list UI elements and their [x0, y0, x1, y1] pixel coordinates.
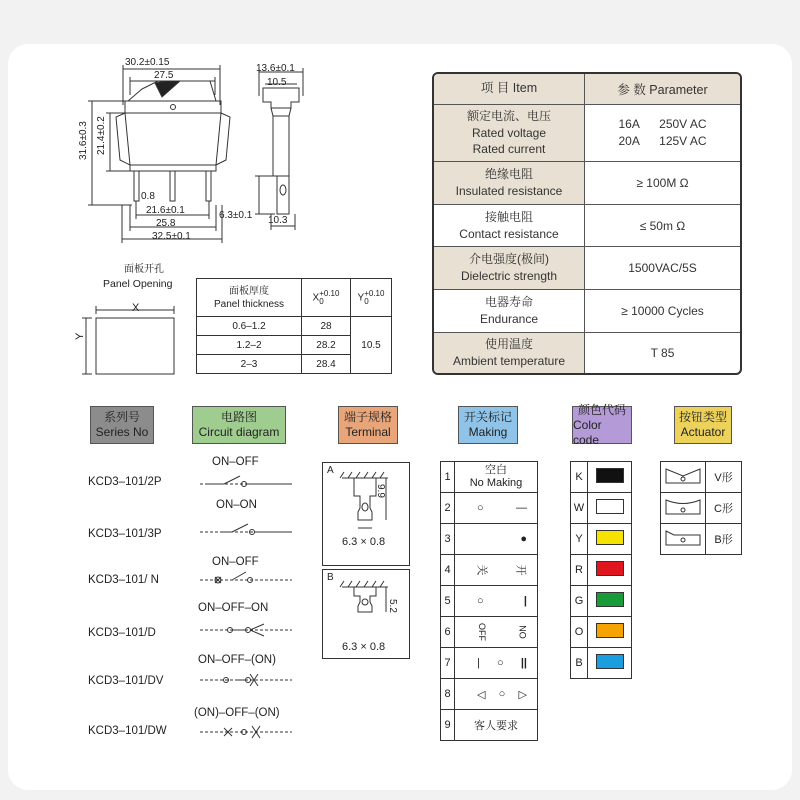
making-tag-cn: 开关标记: [463, 410, 512, 424]
terminal-b-height: 5.2: [387, 599, 398, 613]
circuit-label: (ON)–OFF–(ON): [194, 707, 280, 719]
color-swatch: [596, 592, 624, 607]
panel-thickness-header-cn: 面板厚度: [229, 285, 269, 297]
making-number: 4: [441, 555, 455, 586]
making-number: 6: [441, 617, 455, 648]
color-code-table: [570, 461, 632, 679]
terminal-drawings: [322, 462, 408, 657]
actuator-tag-en: Actuator: [680, 425, 726, 439]
panel-x-label: X: [132, 302, 140, 314]
circuit-label: ON–OFF–(ON): [198, 654, 276, 666]
panel-thickness-table: [196, 278, 392, 374]
panel-x-cell: 28.2: [302, 336, 351, 355]
making-row: [441, 617, 538, 648]
x-tol-zero: 0: [319, 296, 324, 306]
color-code-letter: B: [571, 648, 588, 679]
spec-value: 20A 125V AC: [618, 134, 707, 148]
color-code-letter: O: [571, 617, 588, 648]
spec-value: 16A 250V AC: [618, 116, 707, 131]
color-row: [571, 555, 632, 586]
color-row: [571, 617, 632, 648]
color-code-letter: W: [571, 493, 588, 524]
color-row: [571, 586, 632, 617]
circuit-tag-cn: 电路图: [220, 410, 257, 424]
x-tol-plus: +0.10: [319, 288, 340, 298]
making-mark-left: |: [477, 657, 480, 669]
terminal-b-label: B: [327, 572, 334, 583]
spec-name-en: Rated current: [472, 142, 546, 157]
color-swatch: [596, 561, 624, 576]
making-mark-right: ●: [520, 533, 527, 545]
making-mark-mid: ○: [498, 687, 506, 700]
terminal-tag: [338, 406, 398, 444]
series-code: KCD3–101/2P: [88, 476, 162, 488]
panel-opening-title-en: Panel Opening: [103, 278, 173, 290]
spec-name-cn: 使用温度: [484, 337, 533, 352]
c-shape-rocker-icon: [664, 497, 702, 517]
actuator-label: V形: [706, 462, 742, 493]
spec-row: [434, 204, 740, 246]
spec-name-cn: 接触电阻: [484, 209, 533, 224]
spec-row: [434, 289, 740, 332]
making-number: 7: [441, 648, 455, 679]
color-tag-cn: 颜色代码: [577, 402, 626, 417]
panel-opening-title-cn: 面板开孔: [124, 264, 164, 275]
panel-thickness-header-en: Panel thickness: [213, 298, 285, 310]
making-custom: 客人要求: [455, 710, 538, 741]
making-tag: [458, 406, 518, 444]
spec-value: T 85: [650, 346, 675, 360]
color-tag-en: Color code: [573, 417, 602, 447]
circuit-tag-en: Circuit diagram: [198, 425, 280, 439]
making-number: 9: [441, 710, 455, 741]
spec-value: ≤ 50m Ω: [639, 218, 686, 233]
making-mark-right: ON: [517, 625, 528, 639]
making-mark-left: OFF: [477, 623, 487, 641]
spec-header-param: 参 数 Parameter: [585, 74, 740, 104]
making-row: [441, 648, 538, 679]
circuit-tag: [192, 406, 286, 444]
spec-name-en: Insulated resistance: [455, 184, 563, 198]
y-tol-zero: 0: [364, 296, 369, 306]
spec-value: 1500VAC/5S: [628, 261, 697, 275]
making-number: 1: [441, 462, 455, 493]
actuator-row: [661, 524, 742, 555]
making-row: [441, 493, 538, 524]
making-number: 8: [441, 679, 455, 710]
color-swatch: [596, 468, 624, 483]
spec-name-en: Ambient temperature: [452, 354, 566, 368]
spec-row: [434, 332, 740, 373]
making-mark-right: —: [516, 502, 527, 514]
color-tag: [572, 402, 632, 447]
spec-name-cn: 电器寿命: [484, 295, 533, 310]
spec-name-cn: 绝缘电阻: [484, 167, 533, 182]
x-header: X: [312, 292, 320, 304]
series-tag: [90, 406, 154, 444]
actuator-row: [661, 462, 742, 493]
y-tol-plus: +0.10: [364, 288, 385, 298]
actuator-tag: [674, 406, 732, 444]
dim-pin-thickness: 0.8: [141, 191, 155, 202]
making-mark-right: |: [523, 595, 527, 607]
dim-front-inner: 27.5: [154, 70, 174, 81]
series-code: KCD3–101/D: [88, 627, 156, 639]
spec-name-en: Contact resistance: [459, 226, 559, 241]
spec-name-en: Endurance: [479, 312, 539, 326]
making-number: 2: [441, 493, 455, 524]
panel-thickness-cell: 1.2–2: [197, 336, 302, 355]
circuit-diagrams: [196, 470, 296, 750]
circuit-label: ON–OFF: [212, 456, 259, 468]
making-mark-left: ○: [477, 595, 484, 607]
dim-bottom-width: 32.5±0.1: [152, 231, 191, 242]
actuator-label: C形: [706, 493, 742, 524]
color-code-letter: Y: [571, 524, 588, 555]
making-row: [441, 679, 538, 710]
series-code: KCD3–101/DV: [88, 675, 164, 687]
making-number: 5: [441, 586, 455, 617]
color-code-letter: K: [571, 462, 588, 493]
color-code-letter: R: [571, 555, 588, 586]
color-swatch: [596, 499, 624, 514]
dim-front-width: 30.2±0.15: [125, 57, 170, 68]
making-mark-left: 关: [475, 564, 488, 576]
color-row: [571, 493, 632, 524]
spec-value: ≥ 100M Ω: [636, 176, 689, 190]
making-row: [441, 710, 538, 741]
spec-row: [434, 161, 740, 204]
terminal-a-height: 9.9: [375, 484, 386, 498]
circuit-label: ON–OFF–ON: [198, 602, 269, 614]
dim-front-inner-height: 21.4±0.2: [96, 116, 107, 155]
making-row: [441, 524, 538, 555]
actuator-row: [661, 493, 742, 524]
making-table: [440, 461, 538, 741]
color-swatch: [596, 530, 624, 545]
dim-side-inner: 10.5: [267, 77, 287, 88]
spec-header-item: 项 目 Item: [434, 74, 585, 104]
color-swatch: [596, 623, 624, 638]
color-row: [571, 462, 632, 493]
circuit-label: ON–ON: [216, 499, 257, 511]
making-mark-left: ◁: [477, 688, 486, 701]
series-code: KCD3–101/DW: [88, 725, 167, 737]
color-code-letter: G: [571, 586, 588, 617]
panel-y-label: Y: [74, 332, 86, 340]
making-tag-en: Making: [468, 425, 508, 439]
actuator-table: [660, 461, 742, 555]
making-row: [441, 462, 538, 493]
y-header: Y: [357, 292, 365, 304]
terminal-a-size: 6.3 × 0.8: [342, 536, 386, 548]
series-code: KCD3–101/3P: [88, 528, 162, 540]
color-row: [571, 648, 632, 679]
b-shape-rocker-icon: [664, 528, 702, 548]
spec-name-cn: 额定电流、电压: [466, 108, 551, 123]
dim-pin-spacing: 21.6±0.1: [146, 205, 185, 216]
actuator-tag-cn: 按钮类型: [678, 410, 727, 424]
making-mark-right: ||: [520, 657, 527, 669]
making-mark-right: ▷: [518, 688, 527, 701]
dim-base-width: 25.8: [156, 218, 176, 229]
making-blank-cn: 空白: [485, 463, 507, 476]
panel-y-cell: 10.5: [351, 317, 392, 374]
making-row: [441, 555, 538, 586]
making-mark-mid: ○: [497, 657, 504, 669]
terminal-tag-en: Terminal: [345, 425, 391, 439]
spec-name-cn: 介电强度(极间): [469, 252, 549, 267]
making-number: 3: [441, 524, 455, 555]
actuator-label: B形: [706, 524, 742, 555]
panel-opening-drawing: [78, 296, 178, 378]
spec-name-en: Dielectric strength: [460, 269, 558, 283]
dim-front-height: 31.6±0.3: [78, 121, 89, 160]
terminal-a-label: A: [327, 465, 334, 476]
panel-thickness-cell: 2–3: [197, 355, 302, 374]
spec-value: ≥ 10000 Cycles: [621, 304, 704, 318]
spec-name-en: Rated voltage: [471, 125, 547, 140]
color-row: [571, 524, 632, 555]
spec-table: [432, 72, 742, 375]
making-mark-right: 开: [514, 564, 527, 576]
series-code: KCD3–101/ N: [88, 574, 159, 586]
terminal-b-size: 6.3 × 0.8: [342, 641, 386, 653]
spec-row: [434, 246, 740, 289]
color-swatch: [596, 654, 624, 669]
terminal-tag-cn: 端子规格: [343, 410, 392, 424]
dim-side-bottom: 10.3: [268, 215, 288, 226]
dim-side-width: 13.6±0.1: [256, 63, 295, 74]
panel-x-cell: 28.4: [302, 355, 351, 374]
making-mark-left: ○: [477, 502, 484, 514]
making-row: [441, 586, 538, 617]
making-blank-en: No Making: [469, 477, 523, 489]
v-shape-rocker-icon: [664, 466, 702, 486]
series-tag-en: Series No: [95, 425, 149, 439]
dim-side-pin-height: 6.3±0.1: [219, 210, 253, 221]
series-tag-cn: 系列号: [103, 410, 140, 424]
spec-header-row: [434, 74, 740, 104]
circuit-label: ON–OFF: [212, 556, 259, 568]
spec-row: [434, 104, 740, 161]
panel-x-cell: 28: [302, 317, 351, 336]
panel-thickness-cell: 0.6–1.2: [197, 317, 302, 336]
